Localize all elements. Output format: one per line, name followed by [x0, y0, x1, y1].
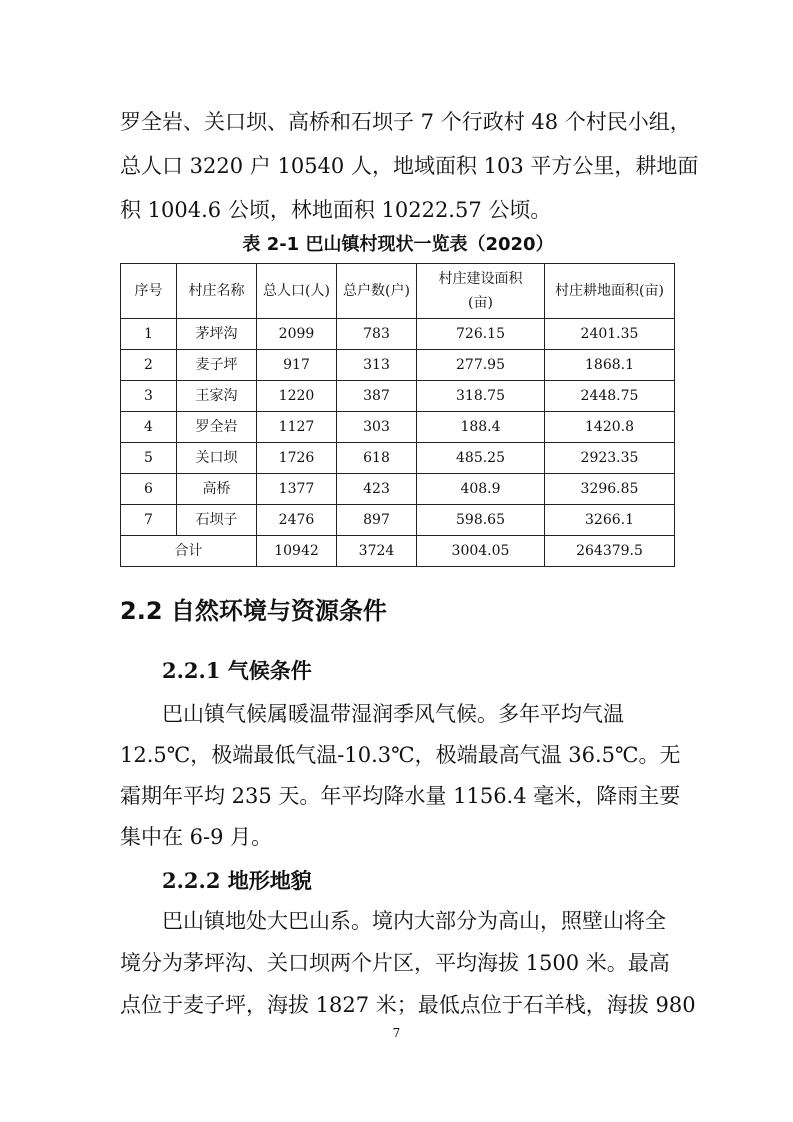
table-cell: 高桥	[177, 474, 257, 505]
table-cell: 423	[337, 474, 417, 505]
table-cell: 1420.8	[545, 412, 675, 443]
table-cell: 2448.75	[545, 381, 675, 412]
table-cell: 1127	[257, 412, 337, 443]
text-line: 积 1004.6 公顷，林地面积 10222.57 公顷。	[120, 198, 552, 222]
text-line: 巴山镇气候属暖温带湿润季风气候。多年平均气温	[162, 702, 624, 726]
table-cell: 7	[121, 505, 177, 536]
table-cell: 王家沟	[177, 381, 257, 412]
table-cell: 303	[337, 412, 417, 443]
table-row	[121, 412, 675, 443]
table-cell: 783	[337, 319, 417, 350]
column-header: 村庄建设面积 (亩)	[417, 264, 545, 319]
column-header: 总户数(户)	[337, 264, 417, 319]
table-cell: 2401.35	[545, 319, 675, 350]
text-line: 巴山镇地处大巴山系。境内大部分为高山，照壁山将全	[162, 909, 666, 933]
intro-paragraph	[120, 100, 699, 232]
page-number: 7	[392, 1026, 401, 1040]
table-cell: 合计	[121, 536, 257, 567]
text-line: 境分为茅坪沟、关口坝两个片区，平均海拔 1500 米。最高	[120, 951, 670, 975]
table-cell: 2476	[257, 505, 337, 536]
column-header: 村庄名称	[177, 264, 257, 319]
table-cell: 618	[337, 443, 417, 474]
table-row	[121, 319, 675, 350]
text-line: 12.5℃，极端最低气温-10.3℃，极端最高气温 36.5℃。无	[120, 743, 681, 767]
table-cell: 2	[121, 350, 177, 381]
table-cell: 石坝子	[177, 505, 257, 536]
table-row	[121, 505, 675, 536]
section-heading: 2.2 自然环境与资源条件	[120, 597, 387, 625]
table-cell: 1	[121, 319, 177, 350]
text-line: 点位于麦子坪，海拔 1827 米；最低点位于石羊栈，海拔 980	[120, 993, 696, 1017]
table-cell: 2099	[257, 319, 337, 350]
table-cell: 277.95	[417, 350, 545, 381]
table-caption: 表 2-1 巴山镇村现状一览表（2020）	[242, 234, 554, 255]
table-header-row	[121, 264, 675, 319]
table-cell: 897	[337, 505, 417, 536]
table-cell: 3266.1	[545, 505, 675, 536]
table-cell: 6	[121, 474, 177, 505]
table-cell: 2923.35	[545, 443, 675, 474]
table-cell: 1377	[257, 474, 337, 505]
table-cell: 4	[121, 412, 177, 443]
table-row	[121, 474, 675, 505]
table-row	[121, 381, 675, 412]
column-header: 总人口(人)	[257, 264, 337, 319]
table-cell: 917	[257, 350, 337, 381]
table-cell: 188.4	[417, 412, 545, 443]
text-line: 罗全岩、关口坝、高桥和石坝子 7 个行政村 48 个村民小组，	[120, 110, 691, 134]
table-cell: 茅坪沟	[177, 319, 257, 350]
table-row	[121, 350, 675, 381]
subsection-heading: 2.2.1 气候条件	[162, 658, 312, 683]
table-cell: 313	[337, 350, 417, 381]
table-cell: 318.75	[417, 381, 545, 412]
table-cell: 罗全岩	[177, 412, 257, 443]
table-cell: 264379.5	[545, 536, 675, 567]
table-cell: 麦子坪	[177, 350, 257, 381]
table-cell: 726.15	[417, 319, 545, 350]
table-total-row	[121, 536, 675, 567]
text-line: 霜期年平均 235 天。年平均降水量 1156.4 毫米，降雨主要	[120, 784, 681, 808]
climate-paragraph	[120, 694, 681, 858]
table-cell: 3	[121, 381, 177, 412]
column-header: 序号	[121, 264, 177, 319]
table-cell: 3004.05	[417, 536, 545, 567]
table-cell: 3296.85	[545, 474, 675, 505]
table-cell: 408.9	[417, 474, 545, 505]
table-cell: 3724	[337, 536, 417, 567]
table-cell: 485.25	[417, 443, 545, 474]
table-row	[121, 443, 675, 474]
table-cell: 5	[121, 443, 177, 474]
table-cell: 1726	[257, 443, 337, 474]
subsection-heading: 2.2.2 地形地貌	[162, 868, 312, 893]
table-cell: 10942	[257, 536, 337, 567]
column-header: 村庄耕地面积(亩)	[545, 264, 675, 319]
village-status-table	[120, 263, 675, 567]
table-cell: 1868.1	[545, 350, 675, 381]
table-cell: 387	[337, 381, 417, 412]
table-cell: 598.65	[417, 505, 545, 536]
text-line: 集中在 6-9 月。	[120, 825, 273, 849]
text-line: 总人口 3220 户 10540 人，地域面积 103 平方公里，耕地面	[120, 154, 699, 178]
table-cell: 1220	[257, 381, 337, 412]
table-cell: 关口坝	[177, 443, 257, 474]
terrain-paragraph	[120, 900, 696, 1026]
